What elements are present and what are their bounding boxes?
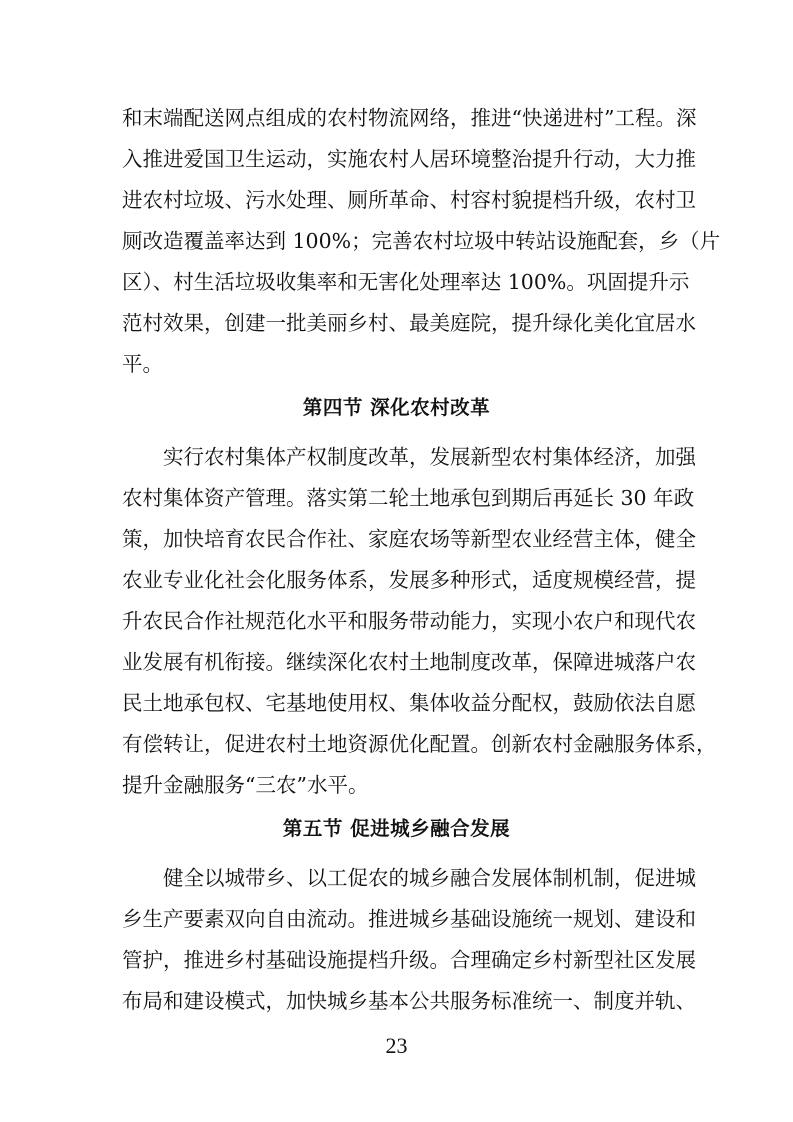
- page-number: 23: [385, 1033, 408, 1058]
- text-line: 民土地承包权、宅基地使用权、集体收益分配权，鼓励依法自愿: [122, 691, 696, 715]
- text-line: 策，加快培育农民合作社、家庭农场等新型农业经营主体，健全: [122, 527, 696, 551]
- text-line: 业发展有机衔接。继续深化农村土地制度改革，保障进城落户农: [122, 650, 696, 674]
- text-line: 乡生产要素双向自由流动。推进城乡基础设施统一规划、建设和: [122, 907, 696, 931]
- text-line: 平。: [122, 352, 163, 376]
- text-line: 有偿转让，促进农村土地资源优化配置。创新农村金融服务体系，: [122, 732, 717, 756]
- text-line: 进农村垃圾、污水处理、厕所革命、村容村貌提档升级，农村卫: [122, 188, 696, 212]
- text-line: 健全以城带乡、以工促农的城乡融合发展体制机制，促进城: [163, 866, 696, 890]
- text-line: 农村集体资产管理。落实第二轮土地承包到期后再延长 30 年政: [122, 486, 695, 510]
- text-line: 实行农村集体产权制度改革，发展新型农村集体经济，加强: [163, 445, 696, 469]
- text-line: 农业专业化社会化服务体系，发展多种形式，适度规模经营，提: [122, 568, 696, 592]
- text-line: 和末端配送网点组成的农村物流网络，推进“快递进村”工程。深: [122, 106, 697, 130]
- text-line: 升农民合作社规范化水平和服务带动能力，实现小农户和现代农: [122, 609, 696, 633]
- text-line: 布局和建设模式，加快城乡基本公共服务标准统一、制度并轨、: [122, 989, 696, 1013]
- section-heading: 第四节 深化农村改革: [302, 396, 491, 419]
- text-line: 区）、村生活垃圾收集率和无害化处理率达 100%。巩固提升示: [122, 270, 690, 294]
- text-line: 提升金融服务“三农”水平。: [122, 773, 369, 797]
- text-line: 范村效果，创建一批美丽乡村、最美庭院，提升绿化美化宜居水: [122, 311, 696, 335]
- text-line: 入推进爱国卫生运动，实施农村人居环境整治提升行动，大力推: [122, 147, 696, 171]
- text-line: 厕改造覆盖率达到 100%；完善农村垃圾中转站设施配套，乡（片: [122, 229, 721, 253]
- section-heading: 第五节 促进城乡融合发展: [282, 817, 511, 840]
- text-line: 管护，推进乡村基础设施提档升级。合理确定乡村新型社区发展: [122, 948, 696, 972]
